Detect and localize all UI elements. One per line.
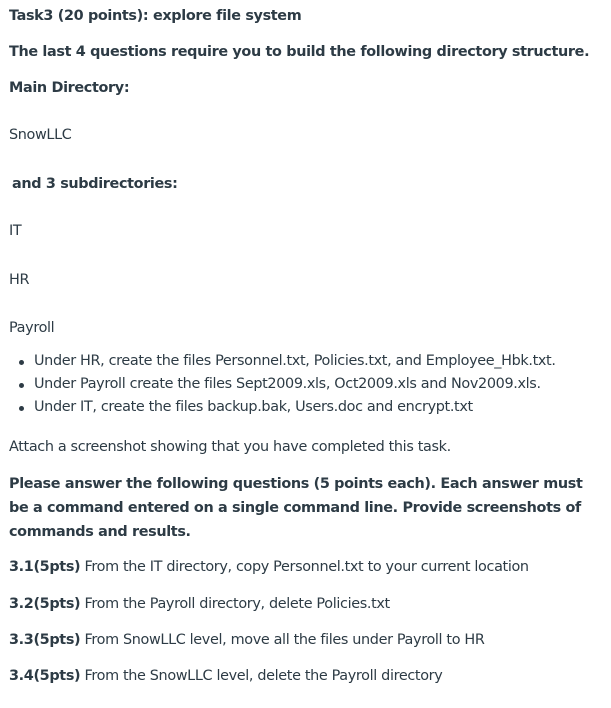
list-item: Under HR, create the files Personnel.txt, Policies.txt, and Employee_Hbk.txt. [34, 350, 556, 373]
subdirectory-it: IT [9, 223, 22, 239]
instructions-text: Please answer the following questions (5 points each). Each answer must be a command entered on a single command line. Provide screenshots of commands and results. [9, 476, 583, 540]
main-directory-name: SnowLLC [9, 127, 72, 143]
question-3-1 [9, 557, 529, 577]
question-label: 3.1(5pts) [9, 559, 81, 575]
attach-screenshot-text: Attach a screenshot showing that you have completed this task. [9, 439, 451, 455]
question-label: 3.2(5pts) [9, 596, 81, 612]
question-text: From the SnowLLC level, delete the Payroll directory [80, 668, 443, 684]
subdirectory-payroll: Payroll [9, 320, 55, 336]
list-item: Under IT, create the files backup.bak, Users.doc and encrypt.txt [34, 396, 556, 419]
question-text: From SnowLLC level, move all the files under Payroll to HR [80, 632, 485, 648]
question-label: 3.4(5pts) [9, 668, 81, 684]
file-creation-list [9, 350, 556, 419]
subdirectories-label: and 3 subdirectories: [12, 176, 178, 192]
question-3-4 [9, 666, 442, 686]
question-text: From the IT directory, copy Personnel.txt to your current location [80, 559, 529, 575]
task-title: Task3 (20 points): explore file system [9, 8, 302, 24]
subdirectory-hr: HR [9, 272, 30, 288]
question-3-2 [9, 594, 390, 614]
question-text: From the Payroll directory, delete Policies.txt [80, 596, 390, 612]
intro-text: The last 4 questions require you to build the following directory structure. [9, 44, 590, 60]
list-item: Under Payroll create the files Sept2009.xls, Oct2009.xls and Nov2009.xls. [34, 373, 556, 396]
question-3-3 [9, 630, 485, 650]
main-directory-label: Main Directory: [9, 80, 130, 96]
question-label: 3.3(5pts) [9, 632, 81, 648]
